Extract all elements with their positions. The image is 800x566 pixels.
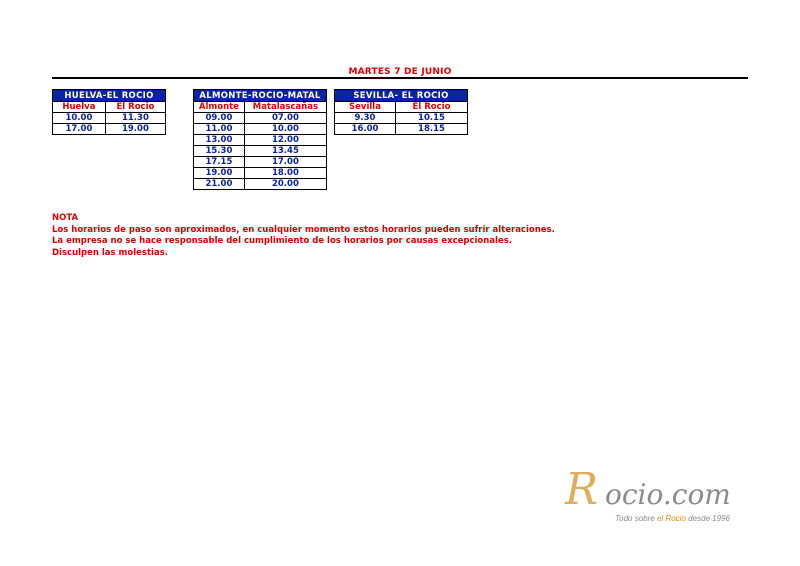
time-cell: 09.00 bbox=[194, 113, 245, 124]
time-cell: 13.00 bbox=[194, 135, 245, 146]
column-header: Sevilla bbox=[335, 102, 396, 113]
time-cell: 07.00 bbox=[244, 113, 326, 124]
time-cell: 15.30 bbox=[194, 146, 245, 157]
note-line: Los horarios de paso son aproximados, en cualquier momento estos horarios pueden sufrir alteraciones. bbox=[52, 224, 555, 235]
column-header: El Rocio bbox=[105, 102, 165, 113]
time-cell: 18.00 bbox=[244, 168, 326, 179]
time-cell: 10.15 bbox=[395, 113, 467, 124]
time-cell: 11.00 bbox=[194, 124, 245, 135]
table-title: SEVILLA- EL ROCIO bbox=[335, 90, 468, 102]
column-header: Huelva bbox=[53, 102, 106, 113]
time-cell: 17.00 bbox=[244, 157, 326, 168]
time-cell: 19.00 bbox=[194, 168, 245, 179]
time-cell: 17.00 bbox=[53, 124, 106, 135]
logo-tagline: Todo sobre el Rocio desde 1996 bbox=[615, 514, 730, 523]
table-row bbox=[194, 146, 327, 157]
title-divider bbox=[52, 77, 748, 79]
time-cell: 21.00 bbox=[194, 179, 245, 190]
column-header: El Rocio bbox=[395, 102, 467, 113]
note-line: La empresa no se hace responsable del cumplimiento de los horarios por causas excepcionales. bbox=[52, 236, 513, 246]
time-cell: 16.00 bbox=[335, 124, 396, 135]
time-cell: 10.00 bbox=[53, 113, 106, 124]
table-title: ALMONTE-ROCIO-MATAL bbox=[194, 90, 327, 102]
time-cell: 12.00 bbox=[244, 135, 326, 146]
note-heading: NOTA bbox=[52, 213, 79, 223]
note-block bbox=[52, 213, 555, 259]
schedule-table-sevilla-el-rocio bbox=[334, 89, 468, 135]
logo-wordmark: ocio.com bbox=[605, 478, 731, 511]
time-cell: 13.45 bbox=[244, 146, 326, 157]
time-cell: 20.00 bbox=[244, 179, 326, 190]
schedule-table-huelva-el-rocio bbox=[52, 89, 166, 135]
column-header: Matalascañas bbox=[244, 102, 326, 113]
page-title: MARTES 7 DE JUNIO bbox=[348, 67, 452, 77]
time-cell: 18.15 bbox=[395, 124, 467, 135]
time-cell: 9.30 bbox=[335, 113, 396, 124]
table-row bbox=[335, 124, 468, 135]
table-row bbox=[194, 168, 327, 179]
time-cell: 11.30 bbox=[105, 113, 165, 124]
time-cell: 17.15 bbox=[194, 157, 245, 168]
table-row bbox=[53, 113, 166, 124]
time-cell: 19.00 bbox=[105, 124, 165, 135]
table-row bbox=[194, 157, 327, 168]
column-header: Almonte bbox=[194, 102, 245, 113]
rocio-com-logo bbox=[565, 464, 755, 528]
note-line: Disculpen las molestias. bbox=[52, 247, 168, 258]
table-title: HUELVA-EL ROCIO bbox=[53, 90, 166, 102]
table-row bbox=[194, 124, 327, 135]
time-cell: 10.00 bbox=[244, 124, 326, 135]
table-row bbox=[194, 179, 327, 190]
schedule-table-almonte-rocio-matal bbox=[193, 89, 327, 190]
logo-r-mark: R bbox=[565, 464, 599, 515]
table-row bbox=[53, 124, 166, 135]
table-row bbox=[335, 113, 468, 124]
table-row bbox=[194, 135, 327, 146]
table-row bbox=[194, 113, 327, 124]
